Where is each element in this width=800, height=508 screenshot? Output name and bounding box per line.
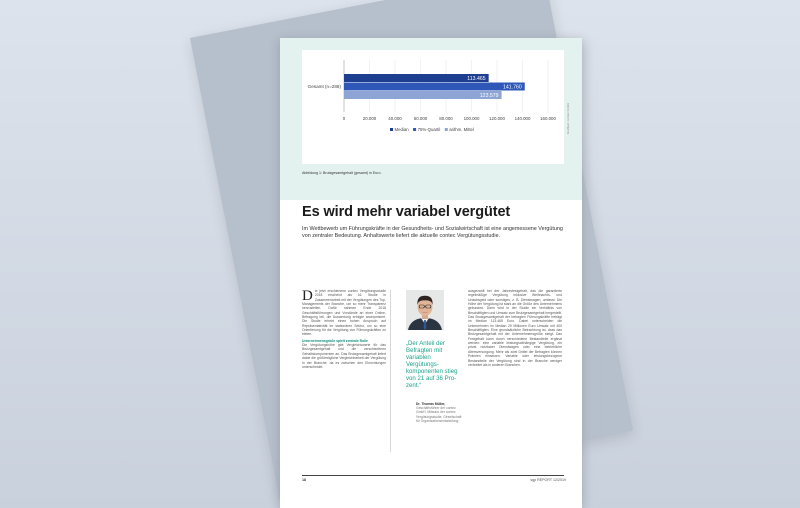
author-name: Dr. Thomas Müller, [416,402,446,406]
column-3-text: ausgezahlt bei der Jahresfestgehalt, das die garantierte regelmäßige Vergütung inklusive Weihnachts- und Urlaubsgeld oder sonstiges, z. B. Dienstwagen, umfasst. Die Höhe der Vergütung ist stark an die Größe des Unternehmens gebunden. Dann wird in der Studie ein Verhältnis von Beschäftigten und Umsatz zum Brutzgesamtgehalt hergestellt. Das Brutzgesamtgehalt der befragten Führungskräfte beträgt im Median 113.465 Euro. Dabei unterscheiden die Unternehmen im Median 29 Millionen Euro Umsatz mit 400 Beschäftigten. Eine grundsätzliche Betrachtung ist, dass das Brutzgesamtgehalt mit der Unternehmensgröße steigt. Das Festgehalt kann durch verschiedene Bestandteile ergänzt werden: eine variable leistungsabhängige Vergütung, ein privat nutzbarer Dienstwagen oder eine betriebliche Altersversorgung. Mehr als zwei Drittel der Befragten können Prämien einsetzen. Variable oder leistungsbezogene Bestandteile der Vergütung sind in der Branche weniger verbreitet als in anderen Branchen. [468,289,562,367]
chart-panel [280,38,582,200]
article-column-1 [302,289,386,369]
drop-cap: D [302,288,313,304]
category-label: Gesamt (n=288) [307,84,341,90]
portrait-photo-icon [406,290,444,330]
chart-source: Grafiken: contec GmbH [566,102,570,134]
x-tick-label: 100.000 [463,116,480,121]
magazine-name: sgp REPORT 12/2019 [530,478,566,482]
section-subheading: Unternehmensgröße spielt zentrale Rolle [302,338,368,343]
chart-caption: Abbildung 1: Brutzgesamtgehalt (gesamt) in Euro. [302,171,382,175]
article-column-3 [468,289,562,367]
column-divider [390,290,391,452]
bar-value-label: 141.760 [502,84,522,91]
x-tick-label: 20.000 [362,116,377,121]
legend-entry: 75%-Quartil [417,127,441,132]
legend-entry: Median [394,127,409,132]
column-1-text-continued: Die Vergütungshöhe gibt Vergleichswerte für das Brutzgesamtgehalt und die verschiedenen Gehaltskomponenten an. Das Brutzgesamtgehalt liefert dabei die größtmögliche Vergleichbarkeit der Vergütung in der Branche, da es zwischen den Einrichtungen unterscheidet. [302,343,386,369]
footer-rule [302,475,564,476]
bar-value-label: 123.579 [479,93,499,99]
legend-swatch [413,128,416,131]
quote-author [416,402,466,423]
bar-value-label: 113.465 [467,76,486,82]
x-tick-label: 160.000 [540,116,556,121]
bar-75-quartil [344,83,525,91]
article-headline: Es wird mehr variabel vergütet [302,204,511,220]
bar-arithm-mittel [344,91,502,99]
x-tick-label: 120.000 [489,116,505,121]
magazine-page [280,38,582,508]
x-tick-label: 40.000 [388,116,402,121]
x-tick-label: 80.000 [439,116,453,121]
author-portrait [406,290,444,330]
legend-swatch [445,128,448,131]
legend-swatch [390,128,393,131]
salary-bar-chart [302,50,564,164]
article-lead: Im Wettbewerb um Führungskräfte in der Gesundheits- und Sozialwirtschaft ist eine angemessene Vergütung von zentraler Bedeutung. Anhaltswerte liefert die aktuelle contec Vergütungsstudie. [302,226,563,240]
page-number: 18 [302,478,306,482]
column-1-text: ie jetzt erschienene contec Vergütungsstudie 2018 erscheint als 16. Studie in Zusammenarbeit mit der Vergütungen des Top-Managements der Branche, um so mehr Transparenz herzustellen. Dafür nahmen Ende 2018 Geschäftsführungen und Vorstände an einer Online-Befragung teil, die Auswertung erfolgte anonymisiert. Die Studie erhebt einen hohen Anspruch auf Repräsentativität im stationären Sektor, um so eine Orientierung für die Vergütung von Führungskräften zu bieten. [302,289,386,337]
legend-entry: arithm. Mittel [449,127,474,132]
author-role: Geschäftsführer der contec GmbH, Mitautor der contec Vergütungsstudie, Gesellschaft für Organisationsentwicklung [416,406,462,423]
pull-quote: „Der Anteil der Befragten mit variablen Vergütungskomponenten stieg von 21 auf 36 Prozent.“ [406,340,458,389]
x-tick-label: 0 [342,116,346,121]
chart-area [302,50,564,164]
x-tick-label: 140.000 [514,116,531,121]
x-tick-label: 60.000 [413,116,428,121]
